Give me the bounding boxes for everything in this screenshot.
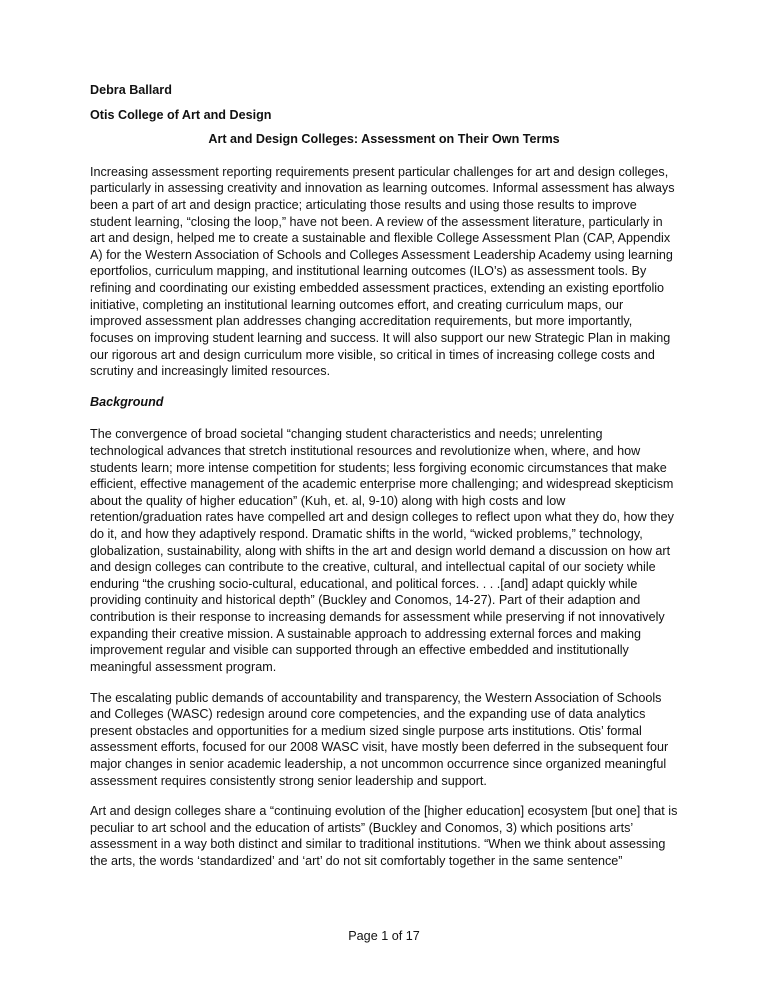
- author-name: Debra Ballard: [90, 83, 172, 97]
- body-paragraph-3: Art and design colleges share a “continuing evolution of the [higher education] ecosystem [but one] that is peculiar to art school and the education of artists” (Buckley and Conomos, 3) which positions arts’ assessment in a way both distinct and similar to traditional institutions. “When we think about assessing the arts, the words ‘standardized’ and ‘art’ do not sit comfortably together in the same sentence”: [90, 804, 678, 868]
- document-title: Art and Design Colleges: Assessment on Their Own Terms: [208, 132, 560, 147]
- affiliation: Otis College of Art and Design: [90, 107, 272, 122]
- body-paragraph-1: The convergence of broad societal “changing student characteristics and needs; unrelenting technological advances that stretch institutional resources and revolutionize when, where, and how students learn; more intense competition for students; less forgiving economic circumstances that make efficient, effective management of the academic enterprise more challenging; and widespread skepticism about the quality of higher education” (Kuh, et. al, 9-10) along with high costs and low retention/graduation rates have compelled art and design colleges to reflect upon what they do, how they do it, and how they adaptively respond. Dramatic shifts in the world, “wicked problems,” technology, globalization, sustainability, along with shifts in the art and design world demand a discussion on how art and design colleges can contribute to the creative, cultural, and intellectual capital of our society while enduring “the crushing socio-cultural, educational, and political forces. . . .[and] adapt quickly while providing continuity and historical depth” (Buckley and Conomos, 14-27). Part of their adaption and contribution is their response to increasing demands for assessment while preserving if not innovatively expanding their creative mission. A sustainable approach to addressing external forces and making improvement regular and visible can supported through an effective embedded and institutionally meaningful assessment program.: [90, 427, 674, 674]
- intro-paragraph: Increasing assessment reporting requirements present particular challenges for art and design colleges, particularly in assessing creativity and innovation as learning outcomes. Informal assessment has always been a part of art and design practice; articulating those results and using those results to improve student learning, “closing the loop,” have not been. A review of the assessment literature, particularly in art and design, helped me to create a sustainable and flexible College Assessment Plan (CAP, Appendix A) for the Western Association of Schools and Colleges Assessment Leadership Academy using learning eportfolios, curriculum mapping, and institutional learning outcomes (ILO’s) as assessment tools. By refining and coordinating our existing embedded assessment practices, extending an existing eportfolio initiative, completing an institutional learning outcomes effort, and creating curriculum maps, our improved assessment plan addresses changing accreditation requirements, but more importantly, focuses on improving student learning and success. It will also support our new Strategic Plan in making our rigorous art and design curriculum more visible, so critical in times of increasing college costs and scrutiny and increasingly limited resources.: [90, 164, 675, 379]
- page-number: Page 1 of 17: [348, 929, 420, 943]
- body-paragraph-2: The escalating public demands of accountability and transparency, the Western Association of Schools and Colleges (WASC) redesign around core competencies, and the expanding use of data analytics present obstacles and opportunities for a medium sized single purpose arts institutions. Otis’ formal assessment efforts, focused for our 2008 WASC visit, have mostly been deferred in the subsequent four major changes in senior academic leadership, a not uncommon occurrence since organized meaningful assessment requires consistently strong senior leadership and support.: [90, 690, 669, 788]
- section-heading-background: Background: [90, 394, 164, 409]
